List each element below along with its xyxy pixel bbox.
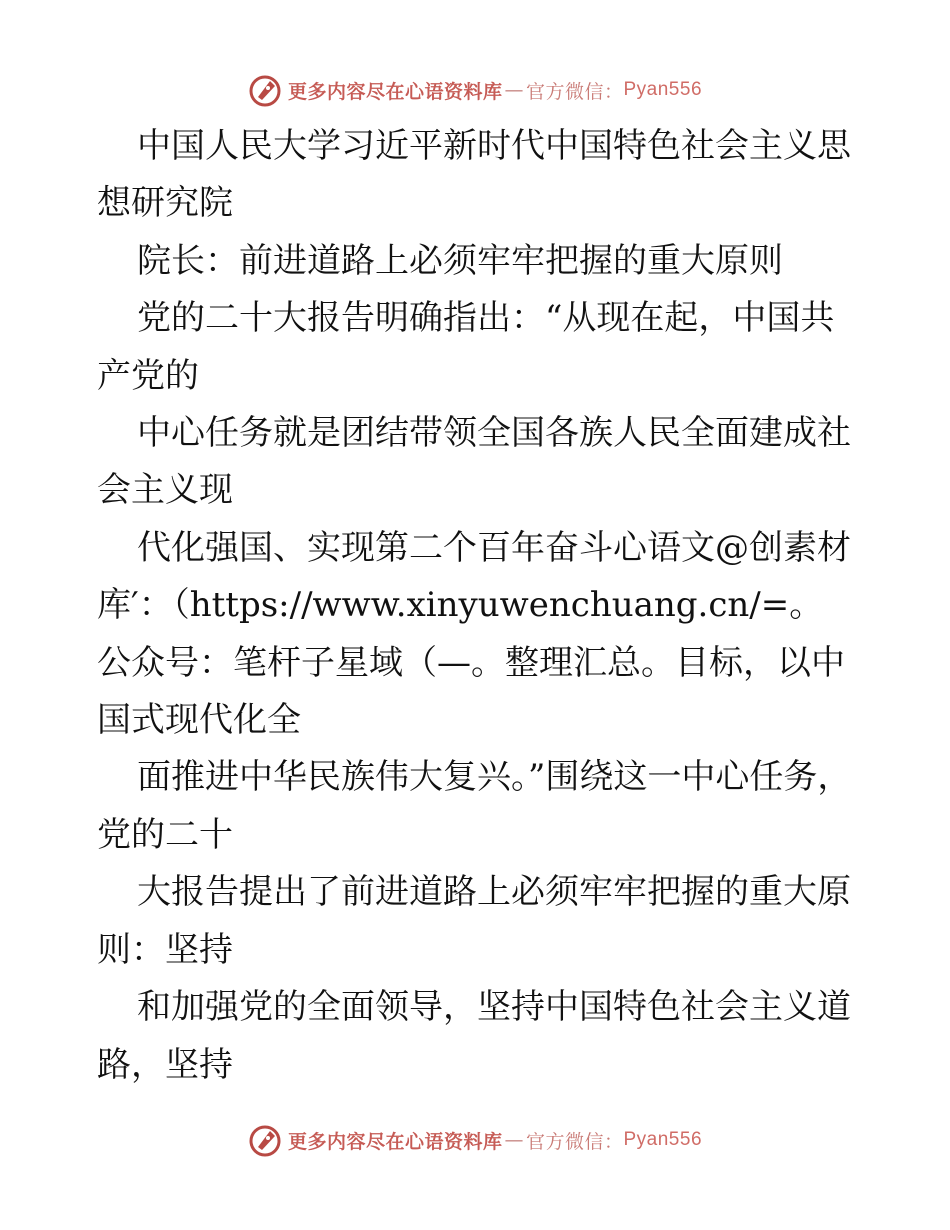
footer-banner — [0, 1120, 950, 1160]
paragraph: 大报告提出了前进道路上必须牢牢把握的重大原则：坚持 — [97, 872, 851, 970]
pen-nib-logo-icon — [248, 73, 282, 107]
pen-nib-logo-icon — [248, 1123, 282, 1157]
banner-separator: — — [504, 1129, 524, 1151]
paragraph: 代化强国、实现第二个百年奋斗心语文@创素材库′：（https://www.xinyuwenchuang.cn/=。公众号：笔杆子星域（—。整理汇总。目标，以中国式现代化全 — [97, 527, 851, 741]
paragraph: 中国人民大学习近平新时代中国特色社会主义思想研究院 — [97, 126, 851, 224]
paragraph: 面推进中华民族伟大复兴。”围绕这一中心任务，党的二十 — [97, 757, 852, 855]
paragraph: 党的二十大报告明确指出：“从现在起，中国共产党的 — [97, 298, 835, 396]
banner-wechat-id: Pyan556 — [623, 79, 703, 100]
banner-wechat-id: Pyan556 — [623, 1129, 703, 1150]
paragraph: 和加强党的全面领导，坚持中国特色社会主义道路，坚持 — [97, 987, 851, 1085]
banner-site-text: 更多内容尽在心语资料库 — [287, 1130, 503, 1153]
header-banner — [0, 70, 950, 110]
banner-wechat-label: 官方微信： — [525, 1130, 624, 1153]
paragraph: 中心任务就是团结带领全国各族人民全面建成社会主义现 — [97, 413, 851, 511]
paragraph: 院长：前进道路上必须牢牢把握的重大原则 — [137, 240, 783, 281]
banner-wechat-label: 官方微信： — [525, 80, 624, 103]
banner-site-text: 更多内容尽在心语资料库 — [287, 80, 503, 103]
document-body — [97, 118, 857, 1094]
banner-separator: — — [504, 79, 524, 101]
